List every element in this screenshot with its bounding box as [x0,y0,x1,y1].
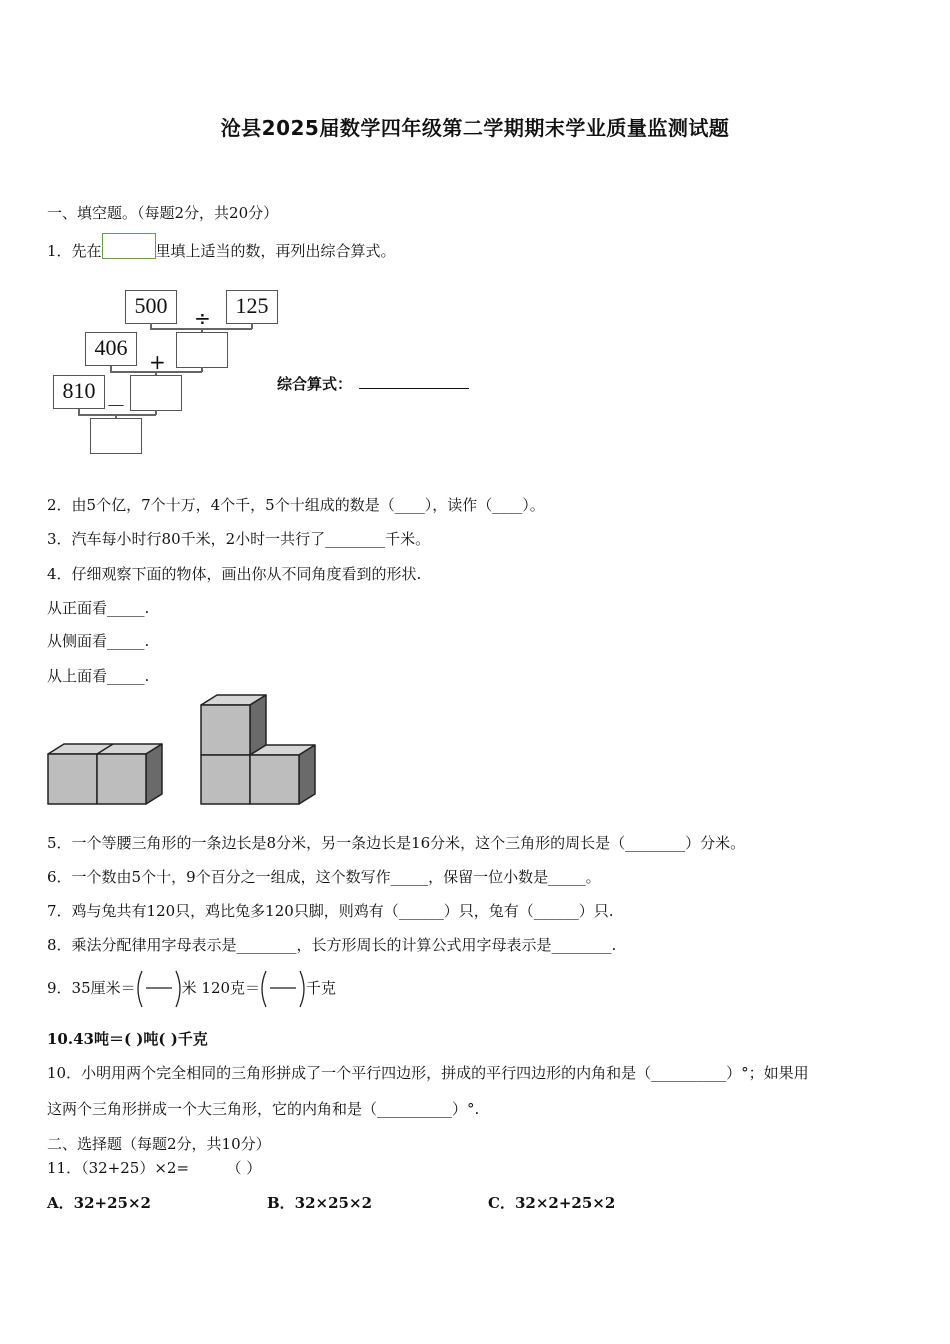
question-3: 3．汽车每小时行80千米，2小时一共行了________千米。 [47,530,431,548]
q4-front-view: 从正面看_____. [47,599,150,617]
option-b[interactable]: B．32×25×2 [267,1194,373,1212]
formula-label: 综合算式： [277,375,353,393]
answer-box-quotient[interactable] [176,332,228,368]
number-box-810: 810 [53,375,105,409]
question-11: 11．（32+25）×2= （ ） [47,1159,262,1177]
question-8: 8．乘法分配律用字母表示是________，长方形周长的计算公式用字母表示是________. [47,936,617,954]
formula-blank[interactable] [359,388,469,389]
cube-front-face [97,754,146,804]
cubes-figure [40,690,330,810]
q4-side-view: 从侧面看_____. [47,632,150,650]
page-title: 沧县2025届数学四年级第二学期期末学业质量监测试题 [220,116,730,140]
minus-sign: － [106,394,126,418]
q9-part1: 9．35厘米＝ [47,979,136,997]
question-7: 7．鸡与兔共有120只，鸡比兔多120只脚，则鸡有（______）只，兔有（______）只. [47,902,614,920]
cube-side-face [146,744,162,804]
q9-part2: 米 120克＝ [181,979,261,997]
number-box-125: 125 [226,290,278,324]
section2-heading: 二、选择题（每题2分，共10分） [47,1135,271,1153]
divide-sign: ÷ [194,306,211,330]
number-box-500: 500 [125,290,177,324]
q4-top-view: 从上面看_____. [47,667,150,685]
cube-side-face [299,745,315,804]
number-box-406: 406 [85,332,137,366]
fraction-blank[interactable] [260,969,306,1009]
question-10-conversion: 10.43吨＝( )吨( )千克 [47,1030,208,1048]
option-c[interactable]: C．32×2+25×2 [488,1194,616,1212]
question-9 [47,968,336,1009]
question-2: 2．由5个亿，7个十万，4个千，5个十组成的数是（____），读作（____）。 [47,496,545,514]
question-1 [47,240,396,261]
option-a[interactable]: A．32+25×2 [47,1194,151,1212]
cube-front-face [201,755,250,804]
fraction-blank[interactable] [136,969,182,1009]
answer-box-sum[interactable] [130,375,182,411]
question-5: 5．一个等腰三角形的一条边长是8分米，另一条边长是16分米，这个三角形的周长是（________）分米。 [47,834,746,852]
cube-front-face [201,705,250,755]
q1-prefix: 1．先在 [47,242,102,260]
question-10-line1: 10．小明用两个完全相同的三角形拼成了一个平行四边形，拼成的平行四边形的内角和是（__________）°；如果用 [47,1064,809,1082]
question-10-line2: 这两个三角形拼成一个大三角形，它的内角和是（__________）°. [47,1100,480,1118]
question-4: 4．仔细观察下面的物体，画出你从不同角度看到的形状. [47,565,422,583]
q9-part3: 千克 [306,979,337,997]
question-6: 6．一个数由5个十，9个百分之一组成，这个数写作_____，保留一位小数是_____。 [47,868,601,886]
answer-box[interactable] [102,233,156,259]
cube-front-face [48,754,97,804]
cube-front-face [250,755,299,804]
q1-suffix: 里填上适当的数，再列出综合算式。 [155,242,396,260]
section1-heading: 一、填空题。（每题2分，共20分） [47,204,279,222]
plus-sign: + [149,350,166,374]
answer-box-difference[interactable] [90,418,142,454]
